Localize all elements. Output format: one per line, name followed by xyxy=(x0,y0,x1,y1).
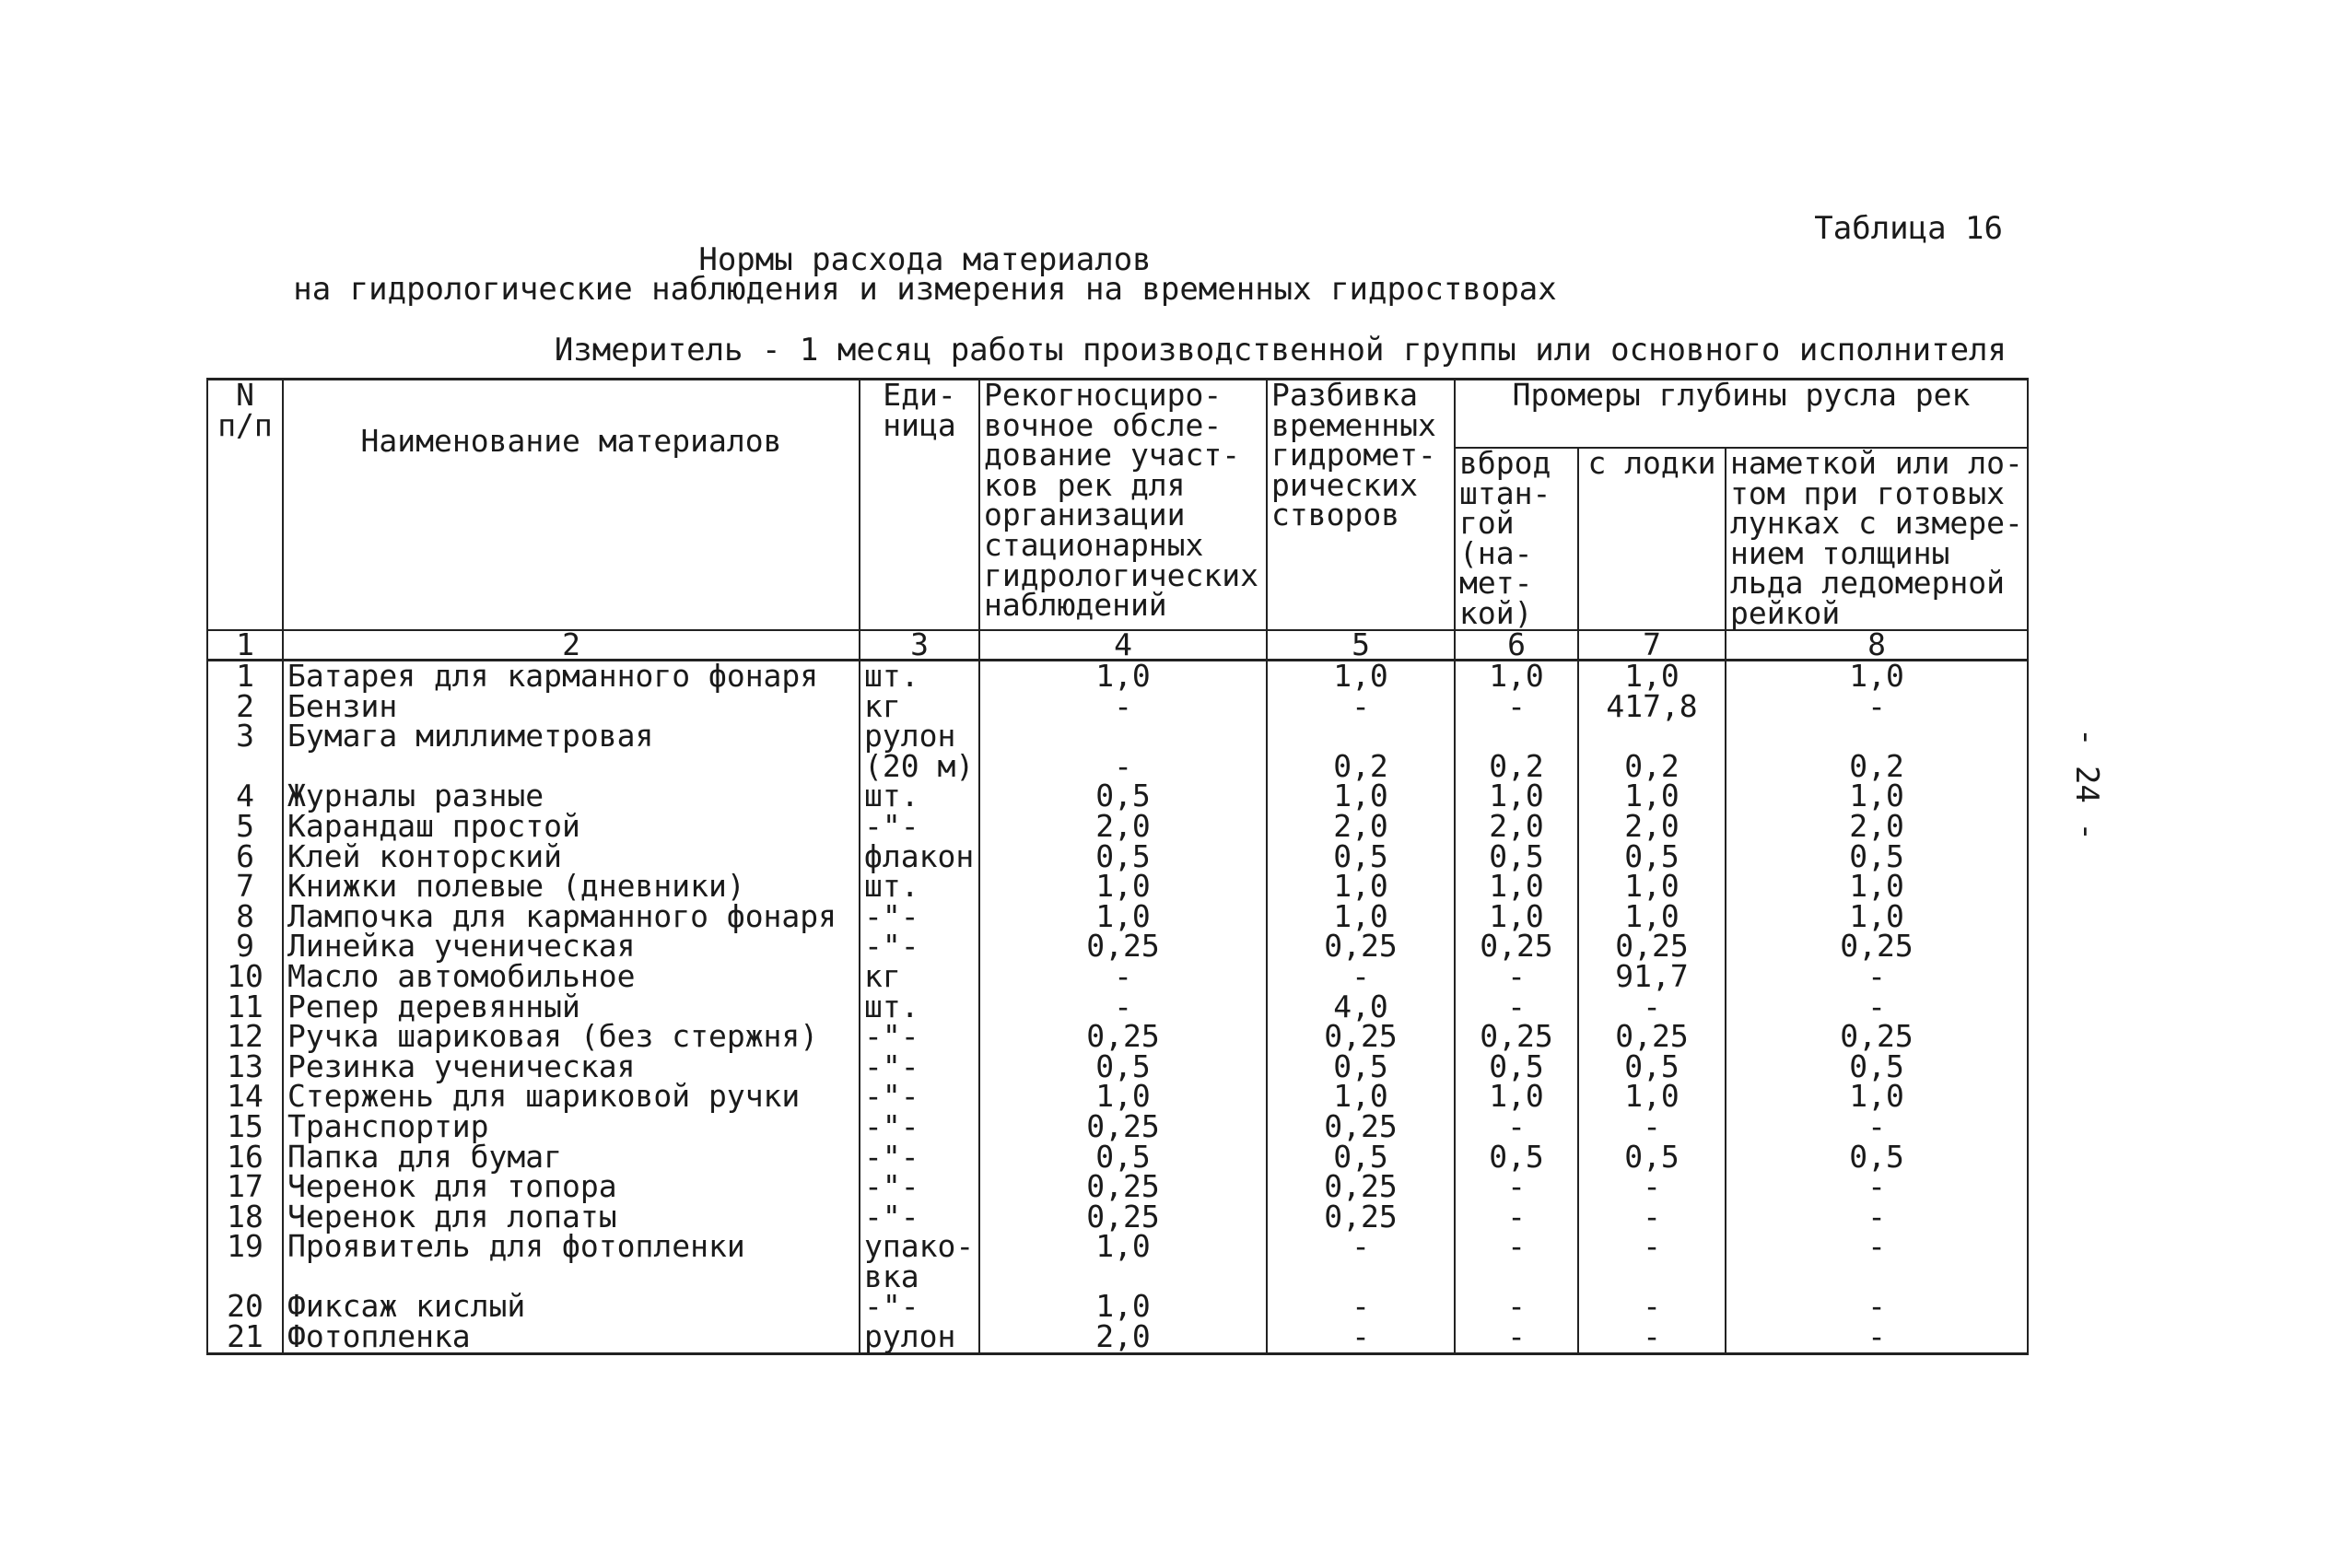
value-staking: - xyxy=(1267,962,1455,992)
value-wading: 1,0 xyxy=(1455,872,1578,902)
value-staking: 1,0 xyxy=(1267,661,1455,692)
value-boat: - xyxy=(1578,1112,1726,1142)
table-row xyxy=(207,962,2028,992)
value-staking: 1,0 xyxy=(1267,872,1455,902)
material-name: Бензин xyxy=(283,692,860,722)
material-name: Журналы разные xyxy=(283,781,860,812)
unit: шт. xyxy=(860,872,979,902)
value-ice: 1,0 xyxy=(1726,872,2028,902)
table-body xyxy=(207,658,2028,1355)
value-boat: - xyxy=(1578,1172,1726,1202)
value-staking: - xyxy=(1267,1292,1455,1322)
value-ice: - xyxy=(1726,1112,2028,1142)
header-col4: Рекогносциро- вочное обсле- дование участ- ков рек для организации стационарных гидрологических наблюдений xyxy=(979,380,1267,631)
row-number: 12 xyxy=(207,1022,283,1052)
material-name: Резинка ученическая xyxy=(283,1052,860,1082)
unit: -"- xyxy=(860,1052,979,1082)
value-staking: 0,25 xyxy=(1267,1112,1455,1142)
value-staking: 0,25 xyxy=(1267,1022,1455,1052)
row-number: 9 xyxy=(207,931,283,962)
table-row xyxy=(207,1172,2028,1202)
value-reconnaissance: 1,0 xyxy=(979,661,1267,692)
value-wading: 2,0 xyxy=(1455,812,1578,842)
row-number: 15 xyxy=(207,1112,283,1142)
value-reconnaissance: 0,5 xyxy=(979,1142,1267,1173)
value-wading: - xyxy=(1455,692,1578,722)
table-row xyxy=(207,1022,2028,1052)
material-name: Фиксаж кислый xyxy=(283,1292,860,1322)
value-staking: 0,25 xyxy=(1267,1202,1455,1233)
row-number: 20 xyxy=(207,1292,283,1322)
value-staking: 4,0 xyxy=(1267,992,1455,1023)
value-staking: 0,5 xyxy=(1267,1052,1455,1082)
value-reconnaissance: 2,0 xyxy=(979,812,1267,842)
row-number: 8 xyxy=(207,902,283,932)
column-number: 7 xyxy=(1578,630,1726,661)
value-wading: - xyxy=(1455,1112,1578,1142)
table-row xyxy=(207,812,2028,842)
unit: шт. xyxy=(860,781,979,812)
column-number: 1 xyxy=(207,630,283,661)
value-staking: - xyxy=(1267,1322,1455,1353)
value-wading: - xyxy=(1455,1202,1578,1233)
unit: флакон xyxy=(860,842,979,872)
material-name: Транспортир xyxy=(283,1112,860,1142)
material-name: Батарея для карманного фонаря xyxy=(283,661,860,692)
value-ice: - xyxy=(1726,1172,2028,1202)
value-boat: 2,0 xyxy=(1578,812,1726,842)
measure-unit: Измеритель - 1 месяц работы производственной группы или основного исполнителя xyxy=(554,332,2007,369)
value-boat: - xyxy=(1578,1202,1726,1233)
value-reconnaissance: 1,0 xyxy=(979,1082,1267,1112)
row-number: 17 xyxy=(207,1172,283,1202)
material-name: Ручка шариковая (без стержня) xyxy=(283,1022,860,1052)
value-reconnaissance: 2,0 xyxy=(979,1322,1267,1353)
value-ice: 1,0 xyxy=(1726,902,2028,932)
value-reconnaissance: 0,25 xyxy=(979,1112,1267,1142)
value-wading: 0,25 xyxy=(1455,1022,1578,1052)
value-reconnaissance: 0,25 xyxy=(979,1172,1267,1202)
unit: -"- xyxy=(860,1292,979,1322)
header-name: Наименование материалов xyxy=(283,380,860,631)
value-ice: - xyxy=(1726,962,2028,992)
material-name: Стержень для шариковой ручки xyxy=(283,1082,860,1112)
unit: -"- xyxy=(860,1112,979,1142)
value-reconnaissance: 1,0 xyxy=(979,1292,1267,1322)
title-line-2: на гидрологические наблюдения и измерения на временных гидростворах xyxy=(293,271,1557,308)
value-ice: - xyxy=(1726,1322,2028,1353)
header-group-depth: Промеры глубины русла рек xyxy=(1455,380,2028,449)
value-wading: - xyxy=(1455,1232,1578,1292)
value-ice: 0,25 xyxy=(1726,1022,2028,1052)
value-reconnaissance: - xyxy=(979,692,1267,722)
value-boat: - xyxy=(1578,1232,1726,1292)
unit: -"- xyxy=(860,1142,979,1173)
table-row xyxy=(207,1322,2028,1353)
value-wading: 0,2 xyxy=(1455,721,1578,781)
value-reconnaissance: 1,0 xyxy=(979,1232,1267,1292)
value-reconnaissance: - xyxy=(979,721,1267,781)
value-wading: 1,0 xyxy=(1455,781,1578,812)
value-boat: 0,25 xyxy=(1578,1022,1726,1052)
value-ice: 0,5 xyxy=(1726,1142,2028,1173)
row-number: 10 xyxy=(207,962,283,992)
value-boat: 1,0 xyxy=(1578,781,1726,812)
value-staking: - xyxy=(1267,1232,1455,1292)
material-name: Карандаш простой xyxy=(283,812,860,842)
column-number: 6 xyxy=(1455,630,1578,661)
value-staking: 0,25 xyxy=(1267,1172,1455,1202)
value-staking: 0,25 xyxy=(1267,931,1455,962)
row-number: 3 xyxy=(207,721,283,781)
value-wading: 0,5 xyxy=(1455,1142,1578,1173)
unit: -"- xyxy=(860,812,979,842)
unit: рулон (20 м) xyxy=(860,721,979,781)
value-boat: - xyxy=(1578,1292,1726,1322)
row-number: 13 xyxy=(207,1052,283,1082)
value-staking: 1,0 xyxy=(1267,902,1455,932)
unit: упако- вка xyxy=(860,1232,979,1292)
value-reconnaissance: 1,0 xyxy=(979,902,1267,932)
value-wading: - xyxy=(1455,962,1578,992)
material-name: Клей конторский xyxy=(283,842,860,872)
value-wading: 0,5 xyxy=(1455,842,1578,872)
header-unit: Еди- ница xyxy=(860,380,979,631)
row-number: 21 xyxy=(207,1322,283,1353)
material-name: Линейка ученическая xyxy=(283,931,860,962)
value-ice: 1,0 xyxy=(1726,661,2028,692)
value-wading: 1,0 xyxy=(1455,902,1578,932)
value-ice: 2,0 xyxy=(1726,812,2028,842)
material-name: Репер деревянный xyxy=(283,992,860,1023)
value-boat: 1,0 xyxy=(1578,661,1726,692)
unit: -"- xyxy=(860,902,979,932)
header-col6: вброд штан- гой (на- мет- кой) xyxy=(1455,448,1578,630)
value-ice: 1,0 xyxy=(1726,1082,2028,1112)
value-ice: 1,0 xyxy=(1726,781,2028,812)
column-number: 5 xyxy=(1267,630,1455,661)
column-number: 2 xyxy=(283,630,860,661)
unit: -"- xyxy=(860,1082,979,1112)
value-ice: - xyxy=(1726,692,2028,722)
title-line-1: Нормы расхода материалов xyxy=(698,241,1152,278)
value-wading: - xyxy=(1455,1172,1578,1202)
material-name: Бумага миллиметровая xyxy=(283,721,860,781)
table-row xyxy=(207,661,2028,692)
unit: шт. xyxy=(860,661,979,692)
unit: кг xyxy=(860,962,979,992)
value-boat: 1,0 xyxy=(1578,902,1726,932)
unit: рулон xyxy=(860,1322,979,1353)
value-boat: 417,8 xyxy=(1578,692,1726,722)
header-col5: Разбивка временных гидромет- рических створов xyxy=(1267,380,1455,631)
material-name: Масло автомобильное xyxy=(283,962,860,992)
value-ice: 0,5 xyxy=(1726,1052,2028,1082)
unit: шт. xyxy=(860,992,979,1023)
material-name: Проявитель для фотопленки xyxy=(283,1232,860,1292)
value-wading: 0,5 xyxy=(1455,1052,1578,1082)
value-staking: 2,0 xyxy=(1267,812,1455,842)
unit: -"- xyxy=(860,931,979,962)
value-ice: - xyxy=(1726,1292,2028,1322)
row-number: 2 xyxy=(207,692,283,722)
material-name: Фотопленка xyxy=(283,1322,860,1353)
value-reconnaissance: 0,5 xyxy=(979,781,1267,812)
material-name: Книжки полевые (дневники) xyxy=(283,872,860,902)
value-ice: 0,2 xyxy=(1726,721,2028,781)
row-number: 16 xyxy=(207,1142,283,1173)
column-number: 8 xyxy=(1726,630,2028,661)
value-boat: 0,25 xyxy=(1578,931,1726,962)
row-number: 6 xyxy=(207,842,283,872)
page-number: - 24 - xyxy=(2068,728,2105,841)
value-reconnaissance: - xyxy=(979,962,1267,992)
value-wading: - xyxy=(1455,1322,1578,1353)
row-number: 11 xyxy=(207,992,283,1023)
value-boat: 0,5 xyxy=(1578,842,1726,872)
row-number: 1 xyxy=(207,661,283,692)
material-name: Лампочка для карманного фонаря xyxy=(283,902,860,932)
material-name: Черенок для лопаты xyxy=(283,1202,860,1233)
row-number: 4 xyxy=(207,781,283,812)
material-name: Папка для бумаг xyxy=(283,1142,860,1173)
header-num: N п/п xyxy=(207,380,283,631)
value-staking: 1,0 xyxy=(1267,1082,1455,1112)
table-row xyxy=(207,1112,2028,1142)
unit: -"- xyxy=(860,1172,979,1202)
row-number: 18 xyxy=(207,1202,283,1233)
value-boat: 91,7 xyxy=(1578,962,1726,992)
table-row xyxy=(207,721,2028,781)
value-reconnaissance: 0,25 xyxy=(979,1022,1267,1052)
value-staking: 0,5 xyxy=(1267,1142,1455,1173)
value-staking: 0,5 xyxy=(1267,842,1455,872)
value-reconnaissance: 0,5 xyxy=(979,842,1267,872)
value-wading: - xyxy=(1455,1292,1578,1322)
value-wading: - xyxy=(1455,992,1578,1023)
value-reconnaissance: 0,25 xyxy=(979,1202,1267,1233)
row-number: 14 xyxy=(207,1082,283,1112)
value-ice: 0,5 xyxy=(1726,842,2028,872)
value-staking: 0,2 xyxy=(1267,721,1455,781)
norms-table xyxy=(206,378,2029,1355)
row-number: 5 xyxy=(207,812,283,842)
value-ice: - xyxy=(1726,1232,2028,1292)
column-number: 4 xyxy=(979,630,1267,661)
table-row xyxy=(207,1232,2028,1292)
unit: кг xyxy=(860,692,979,722)
value-ice: - xyxy=(1726,992,2028,1023)
value-ice: - xyxy=(1726,1202,2028,1233)
value-reconnaissance: 0,25 xyxy=(979,931,1267,962)
value-ice: 0,25 xyxy=(1726,931,2028,962)
column-number: 3 xyxy=(860,630,979,661)
unit: -"- xyxy=(860,1202,979,1233)
column-numbers-row xyxy=(207,630,2028,661)
value-boat: - xyxy=(1578,992,1726,1023)
value-reconnaissance: 0,5 xyxy=(979,1052,1267,1082)
value-wading: 0,25 xyxy=(1455,931,1578,962)
value-boat: 0,5 xyxy=(1578,1052,1726,1082)
value-reconnaissance: - xyxy=(979,992,1267,1023)
value-boat: 1,0 xyxy=(1578,1082,1726,1112)
value-reconnaissance: 1,0 xyxy=(979,872,1267,902)
value-wading: 1,0 xyxy=(1455,661,1578,692)
row-number: 7 xyxy=(207,872,283,902)
header-col7: с лодки xyxy=(1578,448,1726,630)
header-col8: наметкой или ло- том при готовых лунках с измере- нием толщины льда ледомерной рейкой xyxy=(1726,448,2028,630)
value-staking: 1,0 xyxy=(1267,781,1455,812)
value-boat: 0,2 xyxy=(1578,721,1726,781)
value-staking: - xyxy=(1267,692,1455,722)
value-boat: 0,5 xyxy=(1578,1142,1726,1173)
value-boat: - xyxy=(1578,1322,1726,1353)
material-name: Черенок для топора xyxy=(283,1172,860,1202)
table-row xyxy=(207,872,2028,902)
value-boat: 1,0 xyxy=(1578,872,1726,902)
value-wading: 1,0 xyxy=(1455,1082,1578,1112)
unit: -"- xyxy=(860,1022,979,1052)
table-label: Таблица 16 xyxy=(1814,210,2003,247)
row-number: 19 xyxy=(207,1232,283,1292)
